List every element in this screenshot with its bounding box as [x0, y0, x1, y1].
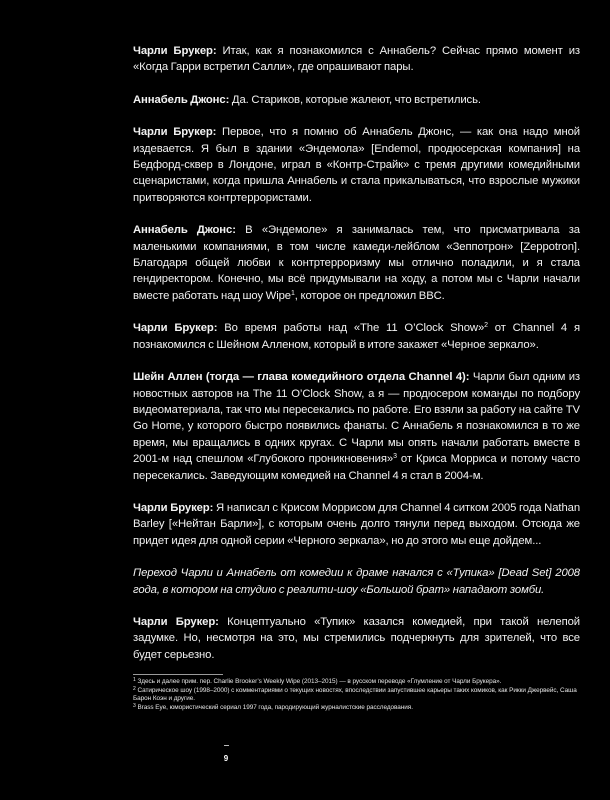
paragraph-text: Я написал с Крисом Моррисом для Channel 4 ситком 2005 года Nathan Barley [«Нейтан Барли»], с которым очень долго тянули перед выходом. Отсюда же придет идея для одной серии «Черного зеркала», но до этого мы еще дойдем...: [133, 501, 581, 547]
paragraph-6: [133, 369, 580, 484]
paragraph-3: [133, 124, 580, 206]
paragraph-text: Итак, как я познакомился с Аннабель? Сейчас прямо момент из «Когда Гарри встретил Салли», где опрашивают пары.: [133, 45, 580, 74]
footnote-number: 2: [133, 685, 136, 692]
footnotes: [133, 678, 580, 712]
page-number-block: [216, 745, 236, 766]
footnote-text: Brass Eye, юмористический сериал 1997 года, пародирующий журналистские расследования.: [135, 703, 413, 711]
speaker-name: Аннабель Джонс:: [133, 93, 230, 106]
paragraph-2: [133, 92, 580, 108]
speaker-name: Чарли Брукер:: [133, 322, 218, 335]
footnote-ref: 3: [393, 453, 397, 461]
paragraph-1: [133, 43, 580, 76]
paragraph-text: Чарли был одним из новостных авторов на The 11 O’Clock Show, а я — продюсером команды по подбору видеоматериала, так что мы пересекались по работе. Его взяли за работу на сайте TV Go Home, у которого быстро появились фанаты. С Аннабель я познакомился в то же время, мы вращались в одних кругах. С Чарли мы опять начали работать вместе в 2001-м над спешлом «Глубокого проникновения»: [133, 371, 580, 466]
speaker-name: Чарли Брукер:: [133, 615, 219, 628]
paragraph-7: [133, 500, 580, 549]
paragraph-text: Во время работы над «The 11 O’Clock Show»: [217, 322, 485, 335]
footnote-divider: [133, 674, 223, 675]
footnote-number: 1: [133, 677, 136, 683]
paragraph-4: [133, 222, 580, 304]
speaker-name: Чарли Брукер:: [133, 126, 217, 139]
paragraph-9: [133, 614, 580, 663]
narration-paragraph: Переход Чарли и Аннабель от комедии к драме начался с «Тупика» [Dead Set] 2008 года, в котором на студию с реалити-шоу «Большой брат» нападают зомби.: [133, 567, 580, 596]
paragraph-text: от Криса Морриса и потому часто пересекались. Заведующим комедией на Channel 4 я стал в 2004-м.: [133, 453, 580, 482]
speaker-name: Шейн Аллен (тогда — глава комедийного отдела Channel 4):: [133, 371, 470, 384]
paragraph-text: В «Эндемоле» я занималась тем, что присматривала за маленькими компаниями, в том числе камеди-лейблом «Зеппотрон» [Zeppotron]. Благодаря общей любви к контртерроризму мы отлично поладили, и я стала гендиректором. Конечно, мы всё придумывали на ходу, а потом мы с Чарли начали вместе работать над шоу Wipe: [133, 224, 580, 302]
speaker-name: Аннабель Джонс:: [133, 224, 236, 237]
footnote-1: [133, 678, 580, 687]
footnote-text: Сатирическое шоу (1998–2000) с комментариями о текущих новостях, впоследствии запустившее карьеры таких комиков, как Рикки Джервейс, Саша Барон Коэн и другие.: [133, 686, 577, 703]
page-number-tick: [224, 745, 229, 746]
speaker-name: Чарли Брукер:: [133, 45, 217, 57]
paragraph-text: Да. Стариков, которые жалеют, что встретились.: [229, 93, 481, 106]
interview-text: [133, 43, 580, 679]
paragraph-text: Концептуально «Тупик» казался комедией, при такой нелепой задумке. Но, несмотря на это, мы стремились подчеркнуть для зрителей, что все будет серьезно.: [133, 615, 581, 661]
footnote-text: Здесь и далее прим. пер. Charlie Brooker’s Weekly Wipe (2013–2015) — в русском переводе «Глумление от Чарли Брукера».: [135, 678, 502, 685]
paragraph-text: , которое он предложил BBC.: [294, 289, 445, 302]
page-number: 9: [223, 754, 229, 763]
paragraph-text: Первое, что я помню об Аннабель Джонс, — как она надо мной издевается. Я был в здании «Эндемола» [Endemol, продюсерская компания] на Бедфорд-сквер в Лондоне, играл в «Контр-Страйк» с тремя другими комедийными сценаристами, когда пришла Аннабель и стала прикалываться, что взрослые мужики притворяются контртеррористами.: [133, 126, 580, 204]
speaker-name: Чарли Брукер:: [133, 501, 214, 514]
paragraph-5: [133, 320, 580, 353]
footnote-number: 3: [133, 702, 136, 709]
footnote-ref: 1: [291, 289, 295, 297]
footnote-ref: 2: [484, 322, 488, 330]
paragraph-text: от Channel 4 я познакомился с Шейном Алленом, который в итоге закажет «Черное зеркало».: [133, 322, 580, 351]
footnote-3: [133, 704, 580, 713]
footnote-2: [133, 687, 580, 704]
